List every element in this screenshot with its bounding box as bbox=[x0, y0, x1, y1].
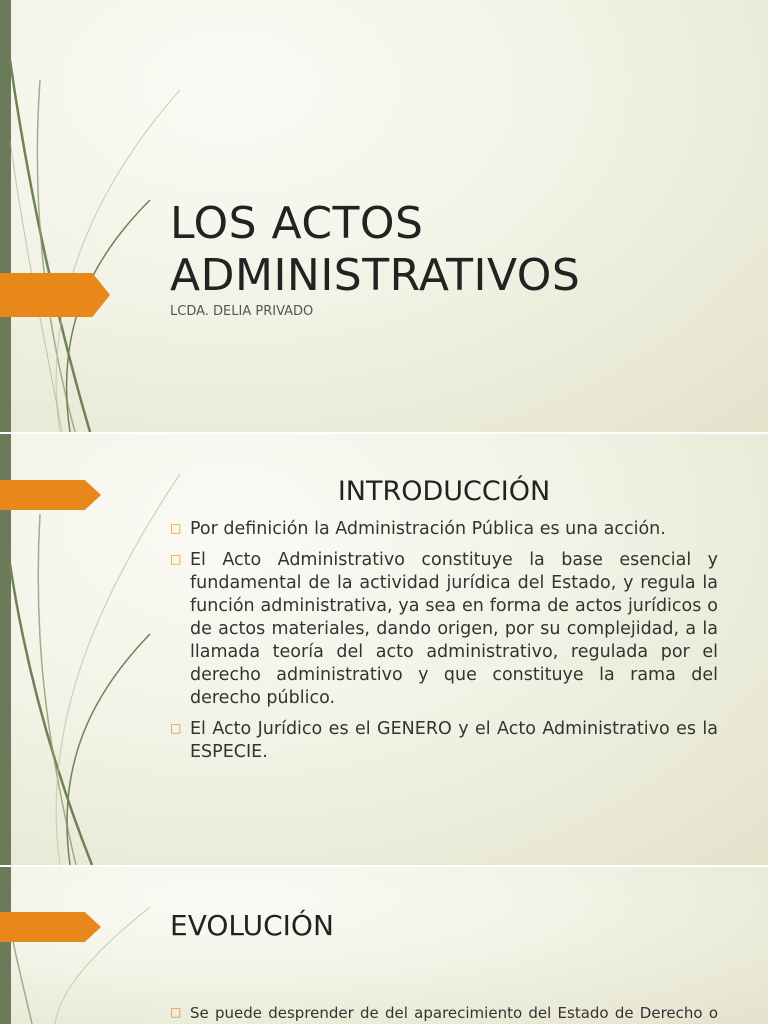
orange-tab-marker bbox=[0, 480, 101, 510]
slide-title-line1: LOS ACTOS bbox=[170, 198, 424, 249]
orange-tab-marker bbox=[0, 273, 110, 317]
square-outline-bullet-icon: □ bbox=[170, 521, 182, 535]
evolution-slide bbox=[0, 867, 768, 1024]
list-item bbox=[170, 718, 718, 764]
slide-title: INTRODUCCIÓN bbox=[337, 476, 551, 507]
list-item bbox=[170, 518, 718, 541]
bullet-text: El Acto Administrativo constituye la base esencial y fundamental de la actividad jurídica del Estado, y regula la función administrativa, ya sea en forma de actos jurídicos o de actos materiales, dando origen, por su complejidad, a la llamada teoría del acto administrativo, regulada por el derecho administrativo y que constituye la rama del derecho público. bbox=[190, 550, 718, 708]
slide-title bbox=[170, 198, 730, 302]
slide-subtitle: LCDA. DELIA PRIVADO bbox=[170, 304, 314, 319]
square-outline-bullet-icon: □ bbox=[170, 552, 182, 566]
slide-title: EVOLUCIÓN bbox=[170, 909, 334, 942]
slide-title-line2: ADMINISTRATIVOS bbox=[170, 250, 581, 301]
list-item bbox=[170, 1003, 718, 1023]
introduction-slide bbox=[0, 434, 768, 865]
bullet-text: Por definición la Administración Pública es una acción. bbox=[190, 519, 666, 539]
orange-tab-marker bbox=[0, 912, 101, 942]
square-outline-bullet-icon: □ bbox=[170, 1005, 182, 1019]
decorative-curves bbox=[0, 867, 200, 1024]
list-item bbox=[170, 549, 718, 710]
bullet-list bbox=[170, 518, 718, 772]
square-outline-bullet-icon: □ bbox=[170, 721, 182, 735]
bullet-text: Se puede desprender de del aparecimiento del Estado de Derecho o bbox=[190, 1004, 718, 1022]
title-slide bbox=[0, 0, 768, 432]
bullet-list bbox=[170, 1003, 718, 1023]
bullet-text: El Acto Jurídico es el GENERO y el Acto Administrativo es la ESPECIE. bbox=[190, 719, 718, 762]
